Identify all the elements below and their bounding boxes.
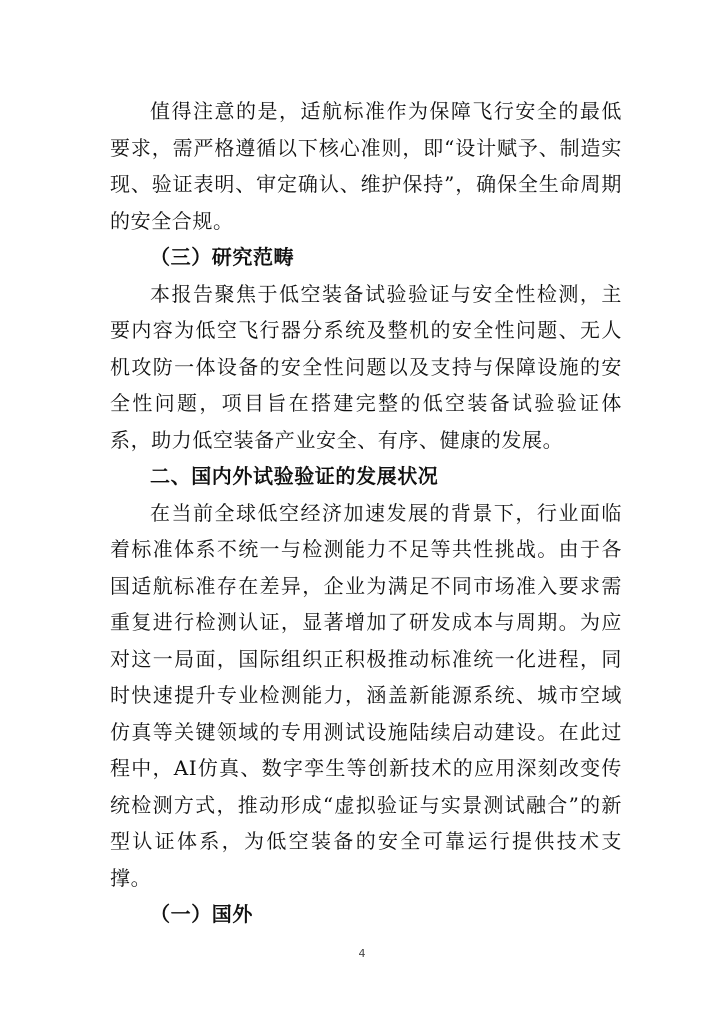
paragraph-research-scope: 本报告聚焦于低空装备试验验证与安全性检测，主要内容为低空飞行器分系统及整机的安全性问题、无人机攻防一体设备的安全性问题以及支持与保障设施的安全性问题，项目旨在搭建完整的低空装备试验验证体系，助力低空装备产业安全、有序、健康的发展。 [110,281,622,452]
paragraph-development-status: 在当前全球低空经济加速发展的背景下，行业面临着标准体系不统一与检测能力不足等共性挑战。由于各国适航标准存在差异，企业为满足不同市场准入要求需重复进行检测认证，显著增加了研发成本与周期。为应对这一局面，国际组织正积极推动标准统一化进程，同时快速提升专业检测能力，涵盖新能源系统、城市空域仿真等关键领域的专用测试设施陆续启动建设。在此过程中，AI仿真、数字孪生等创新技术的应用深刻改变传统检测方式，推动形成“虚拟验证与实景测试融合”的新型认证体系，为低空装备的安全可靠运行提供技术支撑。 [110,500,622,890]
paragraph-airworthiness-principles: 值得注意的是，适航标准作为保障飞行安全的最低要求，需严格遵循以下核心准则，即“设计赋予、制造实现、验证表明、审定确认、维护保持”，确保全生命周期的安全合规。 [110,99,622,233]
section-heading-development-status: 二、国内外试验验证的发展状况 [150,464,439,488]
section-heading-abroad: （一）国外 [150,902,253,926]
page-number: 4 [358,947,366,960]
page-content [110,93,622,933]
section-heading-research-scope: （三）研究范畴 [150,245,295,269]
